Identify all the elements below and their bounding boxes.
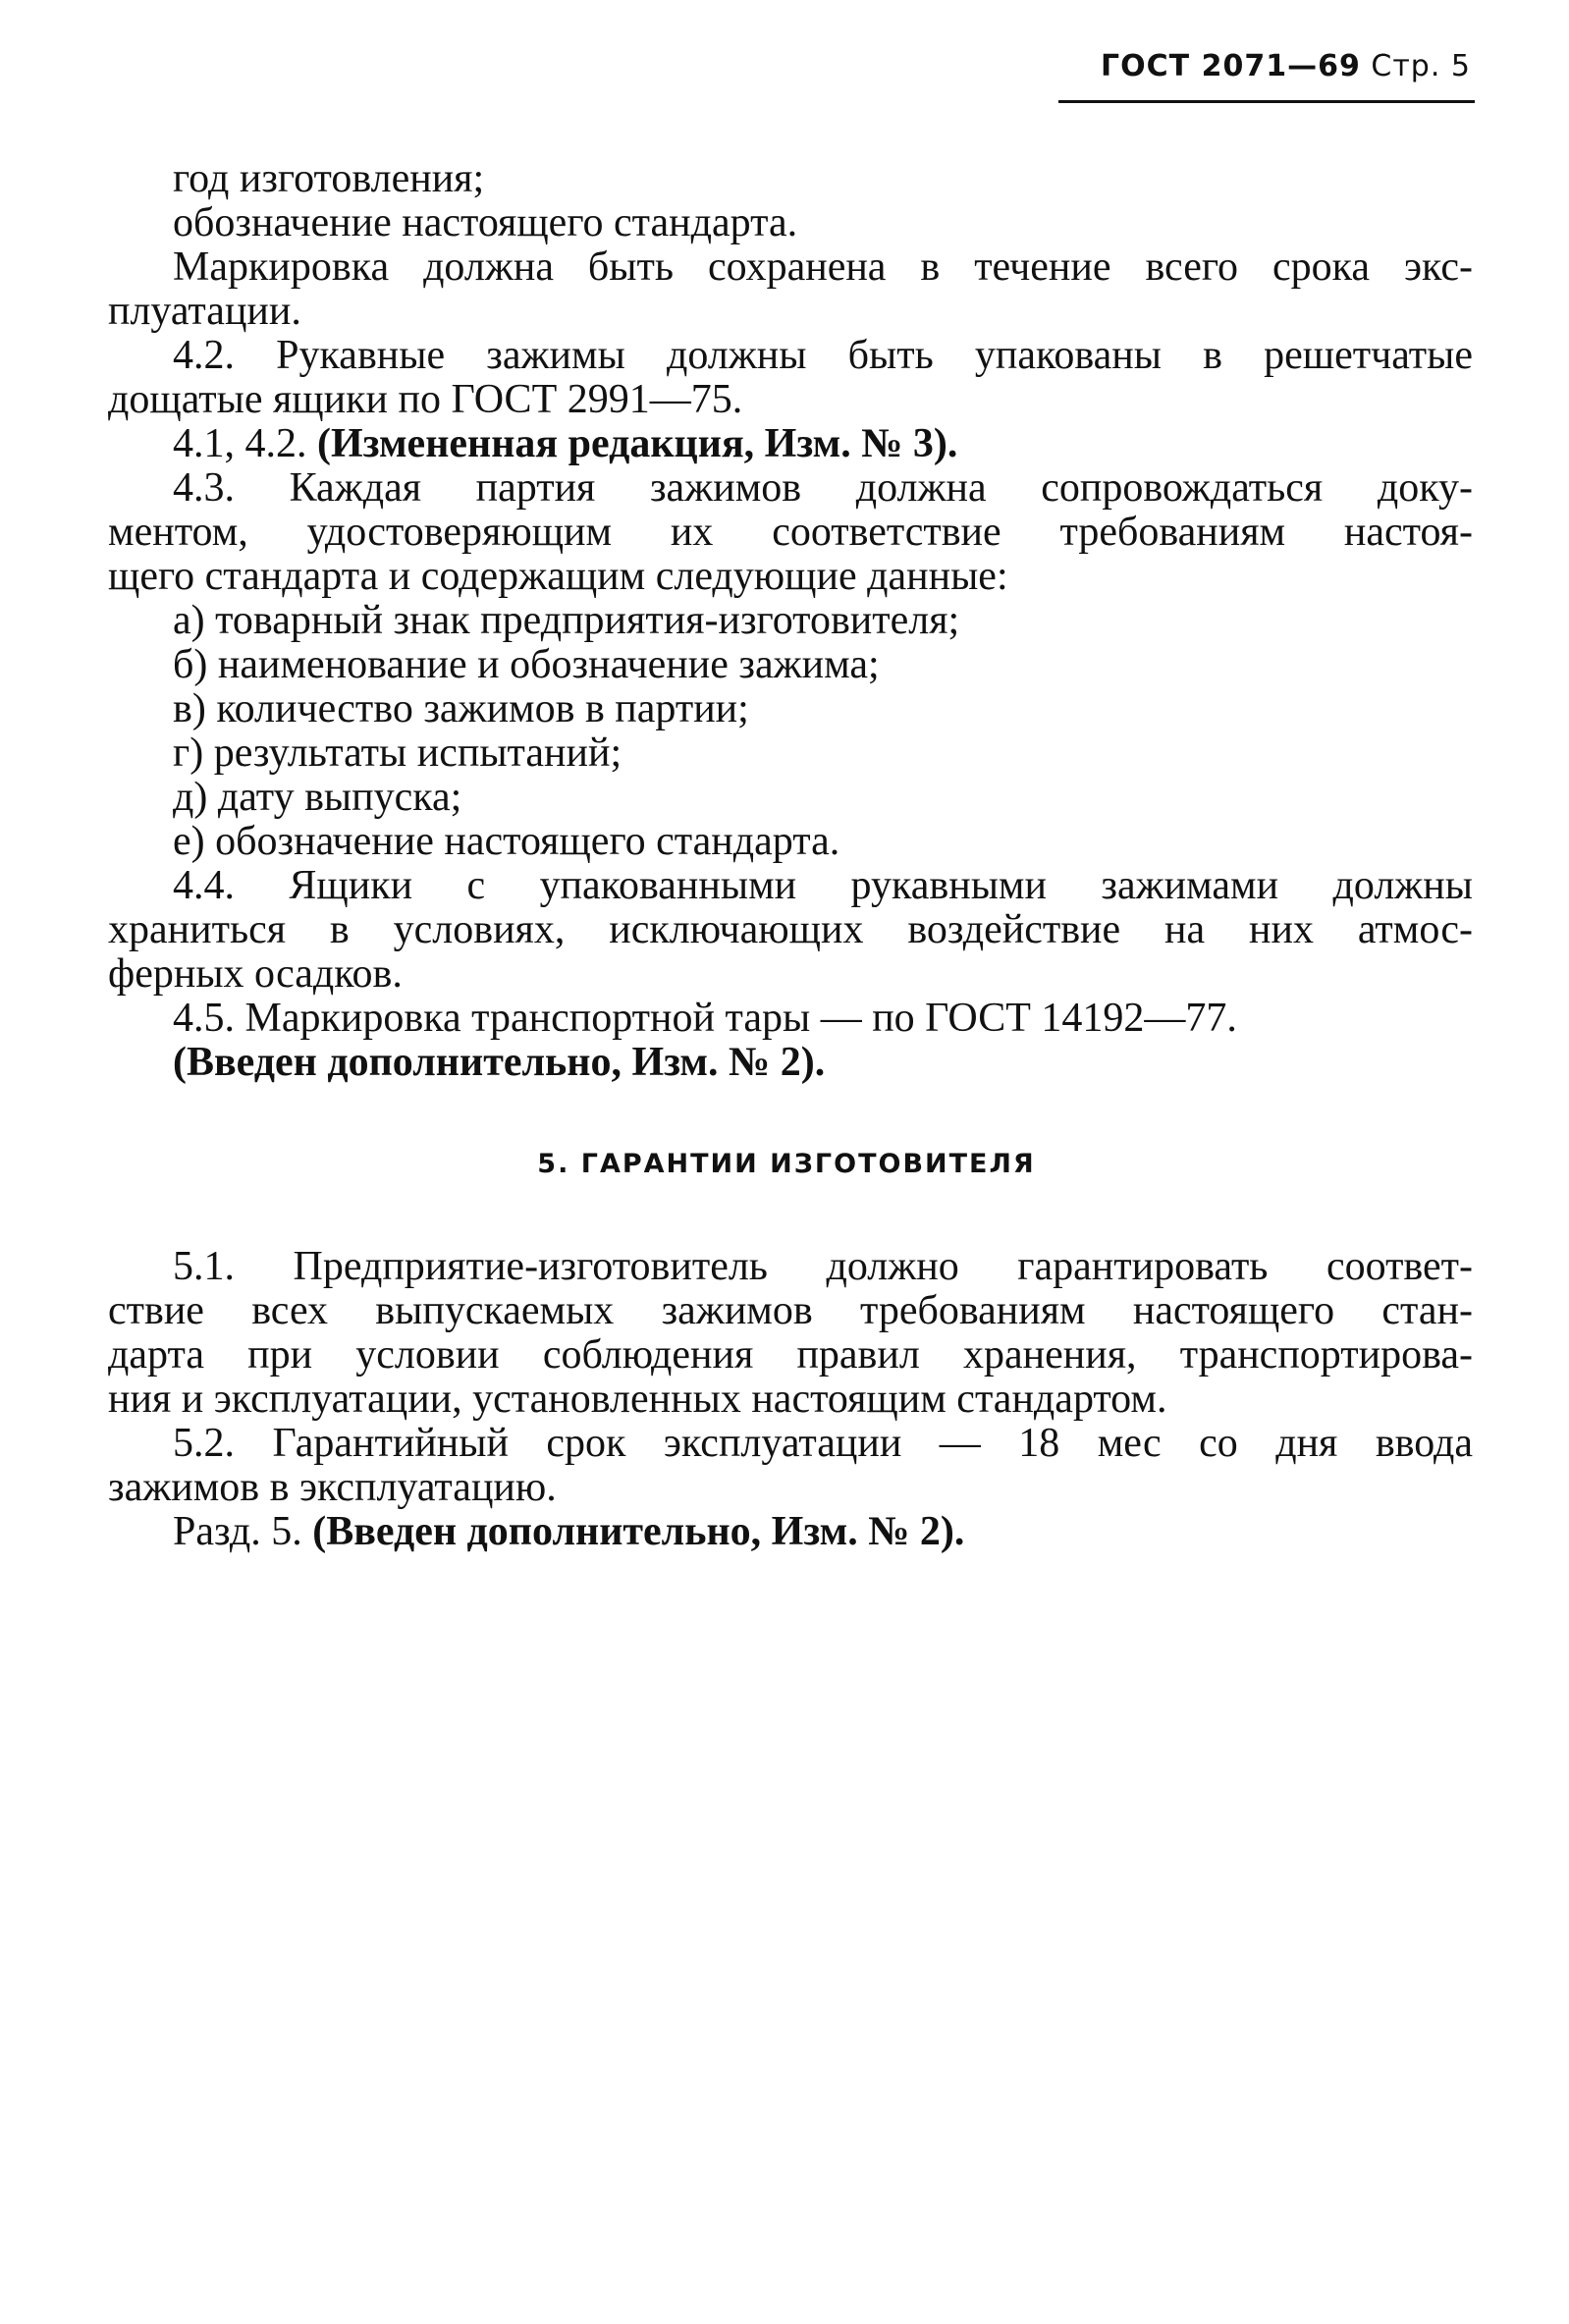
header-rule <box>1058 100 1475 103</box>
clause-reference: 4.1, 4.2. <box>173 421 307 466</box>
text-line: год изготовления; <box>173 156 485 201</box>
amendment-note <box>108 1510 1473 1554</box>
text-line: ствие всех выпускаемых зажимов требованиям настоящего стан- <box>108 1288 1473 1333</box>
text-line: 4.2. Рукавные зажимы должны быть упакованы в решетчатые <box>173 333 1473 378</box>
list-item: в) количество зажимов в партии; <box>173 686 749 731</box>
text-line: зажимов в эксплуатацию. <box>108 1465 557 1510</box>
text-line: обозначение настоящего стандарта. <box>173 200 798 245</box>
amendment-note <box>108 422 1473 466</box>
list-item: д) дату выпуска; <box>173 775 462 820</box>
list-item: г) результаты испытаний; <box>173 730 622 776</box>
standard-number: ГОСТ 2071—69 <box>1101 49 1361 83</box>
running-header <box>1101 49 1471 83</box>
text-line: храниться в условиях, исключающих воздействие на них атмос- <box>108 907 1473 952</box>
list-item: б) наименование и обозначение зажима; <box>173 642 880 687</box>
body-text <box>108 157 1473 1554</box>
text-line: дощатые ящики по ГОСТ 2991—75. <box>108 377 743 422</box>
text-line: Маркировка должна быть сохранена в течение всего срока экс- <box>173 244 1473 290</box>
text-line: 5.2. Гарантийный срок эксплуатации — 18 мес со дня ввода <box>173 1421 1473 1466</box>
text-line: 4.3. Каждая партия зажимов должна сопровождаться доку- <box>173 465 1473 511</box>
section-reference: Разд. 5. <box>173 1509 302 1554</box>
amendment-text: (Введен дополнительно, Изм. № 2). <box>312 1509 965 1554</box>
text-line: ферных осадков. <box>108 951 403 997</box>
amendment-text: (Измененная редакция, Изм. № 3). <box>317 421 958 466</box>
text-line: ния и эксплуатации, установленных настоящим стандартом. <box>108 1377 1167 1422</box>
page-number: Стр. 5 <box>1371 49 1471 83</box>
text-line: 5.1. Предприятие-изготовитель должно гарантировать соответ- <box>173 1244 1473 1289</box>
text-line: плуатации. <box>108 289 301 334</box>
section-heading: 5. ГАРАНТИИ ИЗГОТОВИТЕЛЯ <box>537 1149 1036 1179</box>
text-line: 4.5. Маркировка транспортной тары — по ГОСТ 14192—77. <box>173 996 1237 1041</box>
amendment-note: (Введен дополнительно, Изм. № 2). <box>173 1040 826 1085</box>
text-line: 4.4. Ящики с упакованными рукавными зажимами должны <box>173 863 1473 908</box>
list-item: е) обозначение настоящего стандарта. <box>173 819 840 864</box>
list-item: а) товарный знак предприятия-изготовителя; <box>173 598 960 643</box>
text-line: ментом, удостоверяющим их соответствие требованиям настоя- <box>108 510 1473 555</box>
text-line: дарта при условии соблюдения правил хранения, транспортирова- <box>108 1332 1473 1378</box>
text-line: щего стандарта и содержащим следующие данные: <box>108 554 1008 599</box>
